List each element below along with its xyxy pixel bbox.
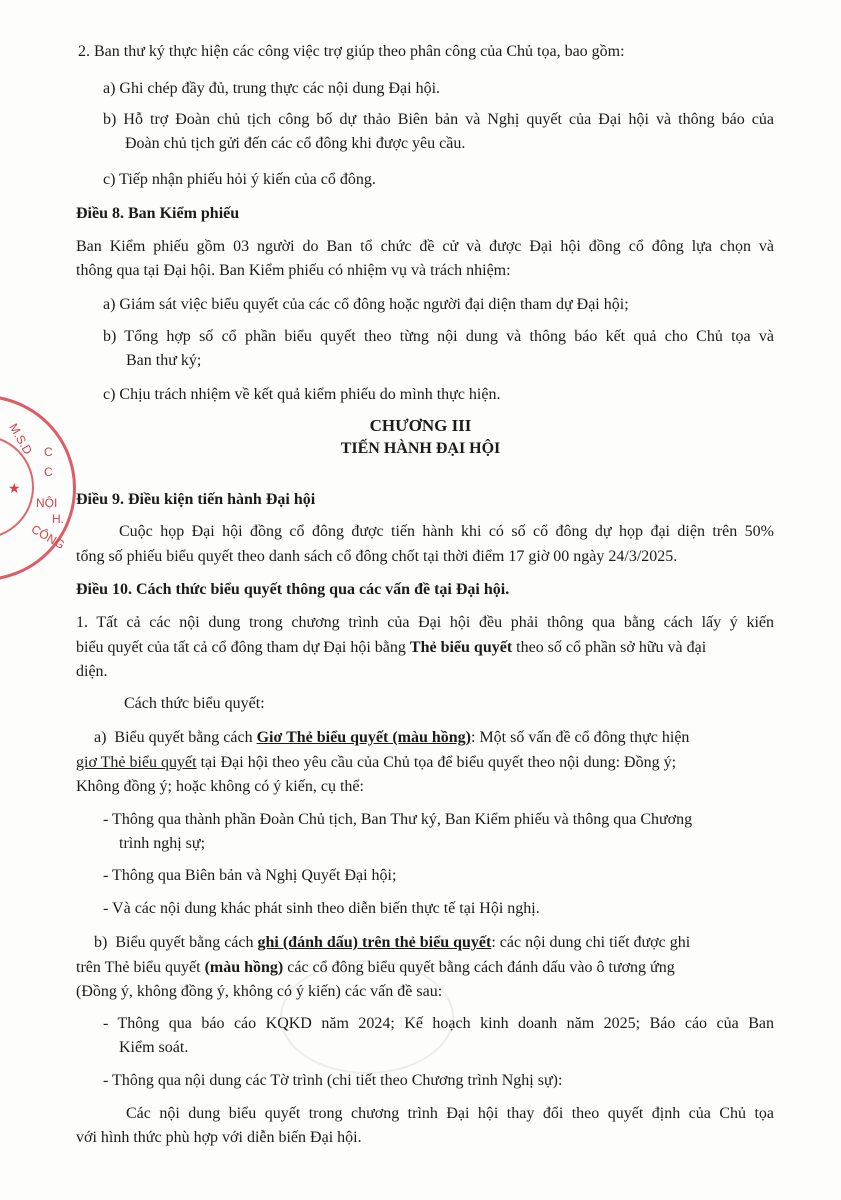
text-run: các cổ đông biểu quyết bằng cách đánh dấu vào ô tương ứng — [283, 959, 675, 976]
bullet-item: - Và các nội dung khác phát sinh theo diễn biến thực tế tại Hội nghị. — [103, 900, 540, 917]
text-run: b) Biểu quyết bằng cách — [94, 934, 258, 951]
article-heading: Điều 8. Ban Kiểm phiếu — [76, 205, 240, 222]
text-run: a) Biểu quyết bằng cách — [94, 729, 257, 746]
text-run-bold: Thẻ biểu quyết — [409, 639, 513, 656]
paragraph-line: Ban Kiểm phiếu gồm 03 người do Ban tổ chức đề cử và được Đại hội đồng cổ đông lựa chọn và — [76, 238, 774, 255]
seal-text: H. — [52, 512, 64, 526]
seal-text: CÔNG — [28, 521, 68, 553]
list-item: b) Tổng hợp số cổ phần biểu quyết theo từng nội dung và thông báo kết quả cho Chủ tọa và — [103, 328, 774, 345]
list-item: c) Tiếp nhận phiếu hỏi ý kiến của cổ đông. — [103, 171, 376, 188]
text-run: : các nội dung chi tiết được ghi — [491, 934, 691, 951]
paragraph-line — [76, 958, 675, 978]
paragraph-line: diện. — [76, 663, 108, 680]
bullet-item: - Thông qua nội dung các Tờ trình (chi tiết theo Chương trình Nghị sự): — [103, 1072, 563, 1089]
text-run: theo số cổ phần sở hữu và đại — [512, 639, 707, 656]
paragraph-line — [76, 753, 676, 773]
list-item: b) Hỗ trợ Đoàn chủ tịch công bố dự thảo Biên bản và Nghị quyết của Đại hội và thông báo của — [103, 111, 774, 128]
text-run: : Một số vấn đề cổ đông thực hiện — [471, 729, 690, 746]
text-run-bold: (màu hồng) — [204, 959, 284, 976]
seal-star-icon: ★ — [8, 480, 21, 496]
seal-text: M.S.D — [6, 421, 36, 457]
text-run-bold-underline: ghi (đánh dấu) trên thẻ biểu quyết — [257, 934, 492, 951]
text-run-bold-underline: Giơ Thẻ biểu quyết (màu hồng) — [256, 729, 471, 746]
paragraph-line: Các nội dung biểu quyết trong chương trình Đại hội thay đổi theo quyết định của Chủ tọa — [126, 1105, 774, 1122]
list-item-cont: Ban thư ký; — [126, 352, 202, 369]
bullet-item: - Thông qua thành phần Đoàn Chủ tịch, Ban Thư ký, Ban Kiểm phiếu và thông qua Chương — [103, 811, 693, 828]
text-run: biểu quyết của tất cả cổ đông tham dự Đại hội bằng — [76, 639, 410, 656]
paragraph-line: tổng số phiếu biểu quyết theo danh sách cổ đông chốt tại thời điểm 17 giờ 00 ngày 24/3/2025. — [76, 548, 678, 565]
text-run-underline: giơ Thẻ biểu quyết — [76, 754, 197, 771]
list-item: c) Chịu trách nhiệm về kết quả kiểm phiếu do mình thực hiện. — [103, 386, 501, 403]
bullet-item-cont: trình nghị sự; — [119, 835, 206, 852]
bullet-item: - Thông qua báo cáo KQKD năm 2024; Kế hoạch kinh doanh năm 2025; Báo cáo của Ban — [103, 1015, 774, 1032]
article-heading: Điều 9. Điều kiện tiến hành Đại hội — [76, 491, 316, 508]
paragraph-line: với hình thức phù hợp với diễn biến Đại hội. — [76, 1129, 362, 1146]
text-run: tại Đại hội theo yêu cầu của Chủ tọa để biểu quyết theo nội dung: Đồng ý; — [196, 754, 677, 771]
seal-text: NỘI — [36, 496, 58, 510]
list-item — [94, 933, 690, 953]
paragraph-line: Cách thức biểu quyết: — [124, 695, 265, 712]
text-run: trên Thẻ biểu quyết — [76, 959, 205, 976]
paragraph-line: 1. Tất cả các nội dung trong chương trình của Đại hội đều phải thông qua bằng cách lấy ý kiến — [76, 614, 774, 631]
list-item: a) Giám sát việc biểu quyết của các cổ đông hoặc người đại diện tham dự Đại hội; — [103, 296, 629, 313]
article-heading: Điều 10. Cách thức biểu quyết thông qua các vấn đề tại Đại hội. — [76, 581, 510, 598]
paragraph-line: thông qua tại Đại hội. Ban Kiểm phiếu có nhiệm vụ và trách nhiệm: — [76, 262, 511, 279]
seal-text: C — [44, 445, 53, 459]
paragraph-line — [76, 638, 774, 658]
list-item-cont: Đoàn chủ tịch gửi đến các cổ đông khi được yêu cầu. — [125, 135, 466, 152]
chapter-title: CHƯƠNG III — [369, 416, 472, 435]
paragraph-line: (Đồng ý, không đồng ý, không có ý kiến) các vấn đề sau: — [76, 983, 443, 1000]
list-item: a) Ghi chép đầy đủ, trung thực các nội dung Đại hội. — [103, 80, 441, 97]
paragraph-line: 2. Ban thư ký thực hiện các công việc trợ giúp theo phân công của Chủ tọa, bao gồm: — [78, 43, 625, 60]
bullet-item-cont: Kiểm soát. — [119, 1039, 189, 1056]
paragraph-line: Không đồng ý; hoặc không có ý kiến, cụ thể: — [76, 778, 364, 795]
bullet-item: - Thông qua Biên bản và Nghị Quyết Đại hội; — [103, 867, 397, 884]
paragraph-line: Cuộc họp Đại hội đồng cổ đông được tiến hành khi có số cổ đông dự họp đại diện trên 50% — [119, 523, 774, 540]
chapter-subtitle: TIẾN HÀNH ĐẠI HỘI — [340, 440, 501, 457]
list-item — [94, 728, 689, 748]
seal-text: C — [44, 465, 53, 479]
